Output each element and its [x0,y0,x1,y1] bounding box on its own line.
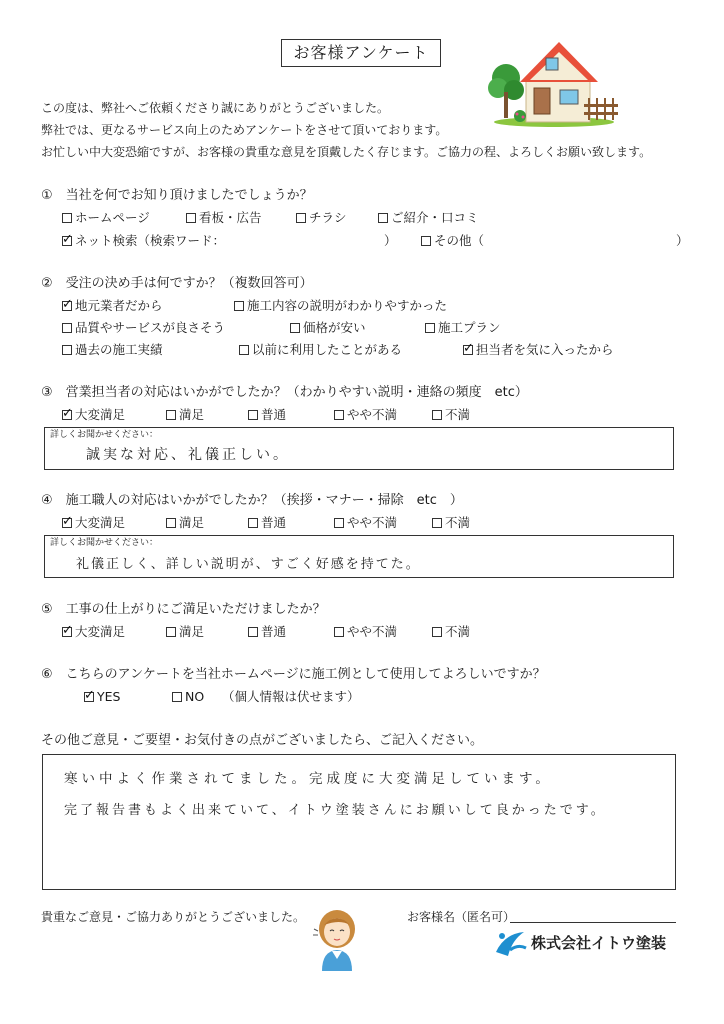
company-name: 株式会社イトウ塗装 [531,934,667,952]
q1-option-homepage[interactable]: ホームページ [62,210,150,225]
q2-option-used-before[interactable]: 以前に利用したことがある [239,342,402,357]
checked-checkbox-icon [84,692,94,702]
intro-line-3: お忙しい中大変恐縮ですが、お客様の貴重な意見を頂戴したく存じます。ご協力の程、よろしくお願い致します。 [41,145,652,159]
checked-checkbox-icon [62,518,72,528]
q5-option-satisfied[interactable]: 満足 [166,624,204,639]
checkbox-icon [425,323,435,333]
checkbox-icon [166,410,176,420]
checkbox-icon [432,518,442,528]
q5-option-normal[interactable]: 普通 [248,624,286,639]
checkbox-icon [378,213,388,223]
q3-comment-label: 詳しくお聞かせください： [50,430,159,440]
q6-note: （個人情報は伏せます） [222,689,360,704]
q1-other-close: ） [676,233,689,248]
q2-option-explanation[interactable]: 施工内容の説明がわかりやすかった [234,298,447,313]
q4-option-dissatisfied[interactable]: 不満 [432,515,470,530]
checkbox-icon [248,410,258,420]
checkbox-icon [421,236,431,246]
q4-option-very-satisfied[interactable]: ✓大変満足 [62,515,125,530]
footer-thanks: 貴重なご意見・ご協力ありがとうございました。 [41,910,306,924]
checkbox-icon [290,323,300,333]
checkbox-icon [172,692,182,702]
intro-line-2: 弊社では、更なるサービス向上のためアンケートをさせて頂いております。 [41,123,448,137]
q1-option-other[interactable]: その他（ [421,233,484,248]
other-comment-line-1: 寒い中よく作業されてました。完成度に大変満足しています。 [64,771,553,787]
q3-comment-text: 誠実な対応、礼儀正しい。 [86,447,290,463]
q1-option-signboard[interactable]: 看板・広告 [186,210,262,225]
q6-question: ⑥ こちらのアンケートを当社ホームページに施工例として使用してよろしいですか？ [41,667,546,682]
checkbox-icon [296,213,306,223]
q2-question: ② 受注の決め手は何ですか？（複数回答可） [41,276,313,291]
q4-question: ④ 施工職人の対応はいかがでしたか？（挨拶・マナー・掃除 etc ） [41,493,463,508]
q3-option-very-satisfied[interactable]: ✓大変満足 [62,407,125,422]
q2-option-staff[interactable]: ✓ 担当者を気に入ったから [463,342,614,357]
staff-illustration [310,905,364,973]
q3-option-somewhat-dissatisfied[interactable]: やや不満 [334,407,397,422]
q5-option-very-satisfied[interactable]: ✓大変満足 [62,624,125,639]
q4-comment-label: 詳しくお聞かせください： [50,538,159,548]
q1-net-search-close: ） [384,233,397,248]
q3-option-satisfied[interactable]: 満足 [166,407,204,422]
q5-option-somewhat-dissatisfied[interactable]: やや不満 [334,624,397,639]
checked-checkbox-icon [62,627,72,637]
checkbox-icon [248,627,258,637]
q5-option-dissatisfied[interactable]: 不満 [432,624,470,639]
q3-option-normal[interactable]: 普通 [248,407,286,422]
q2-option-past-works[interactable]: 過去の施工実績 [62,342,163,357]
checkbox-icon [62,345,72,355]
checked-checkbox-icon [62,236,72,246]
q5-question: ⑤ 工事の仕上がりにご満足いただけましたか？ [41,602,326,617]
checkbox-icon [62,323,72,333]
checkbox-icon [166,627,176,637]
checkbox-icon [62,213,72,223]
q2-option-plan[interactable]: 施工プラン [425,320,501,335]
q1-option-flyer[interactable]: チラシ [296,210,347,225]
q6-option-yes[interactable]: ✓YES [84,689,120,704]
q3-option-dissatisfied[interactable]: 不満 [432,407,470,422]
checked-checkbox-icon [463,345,473,355]
other-comment-line-2: 完了報告書もよく出来ていて、イトウ塗装さんにお願いして良かったです。 [64,803,607,818]
checked-checkbox-icon [62,301,72,311]
q2-option-quality[interactable]: 品質やサービスが良さそう [62,320,225,335]
checkbox-icon [432,410,442,420]
checkbox-icon [334,627,344,637]
q4-comment-text: 礼儀正しく、詳しい説明が、すごく好感を持てた。 [76,557,421,572]
checkbox-icon [239,345,249,355]
checkbox-icon [248,518,258,528]
other-comments-label: その他ご意見・ご要望・お気付きの点がございましたら、ご記入ください。 [41,733,484,748]
q4-option-somewhat-dissatisfied[interactable]: やや不満 [334,515,397,530]
page-title: お客様アンケート [281,39,441,67]
intro-line-1: この度は、弊社へご依頼くださり誠にありがとうございました。 [41,101,390,115]
q1-option-referral[interactable]: ご紹介・口コミ [378,210,479,225]
customer-name-label: お客様名（匿名可） [407,910,516,924]
q1-option-net-search[interactable]: ✓ネット検索（検索ワード： [62,233,225,248]
company-logo-icon [494,930,528,958]
q4-option-normal[interactable]: 普通 [248,515,286,530]
customer-name-field[interactable] [510,922,676,923]
checkbox-icon [166,518,176,528]
q4-option-satisfied[interactable]: 満足 [166,515,204,530]
q1-question: ① 当社を何でお知り頂けましたでしょうか？ [41,188,313,203]
checkbox-icon [186,213,196,223]
house-illustration [484,36,624,128]
q6-option-no[interactable]: NO [172,689,204,704]
checkbox-icon [334,518,344,528]
checked-checkbox-icon [62,410,72,420]
checkbox-icon [234,301,244,311]
checkbox-icon [432,627,442,637]
q2-option-local[interactable]: ✓地元業者だから [62,298,163,313]
q3-question: ③ 営業担当者の対応はいかがでしたか？（わかりやすい説明・連絡の頻度 etc） [41,385,528,400]
q2-option-price[interactable]: 価格が安い [290,320,366,335]
checkbox-icon [334,410,344,420]
